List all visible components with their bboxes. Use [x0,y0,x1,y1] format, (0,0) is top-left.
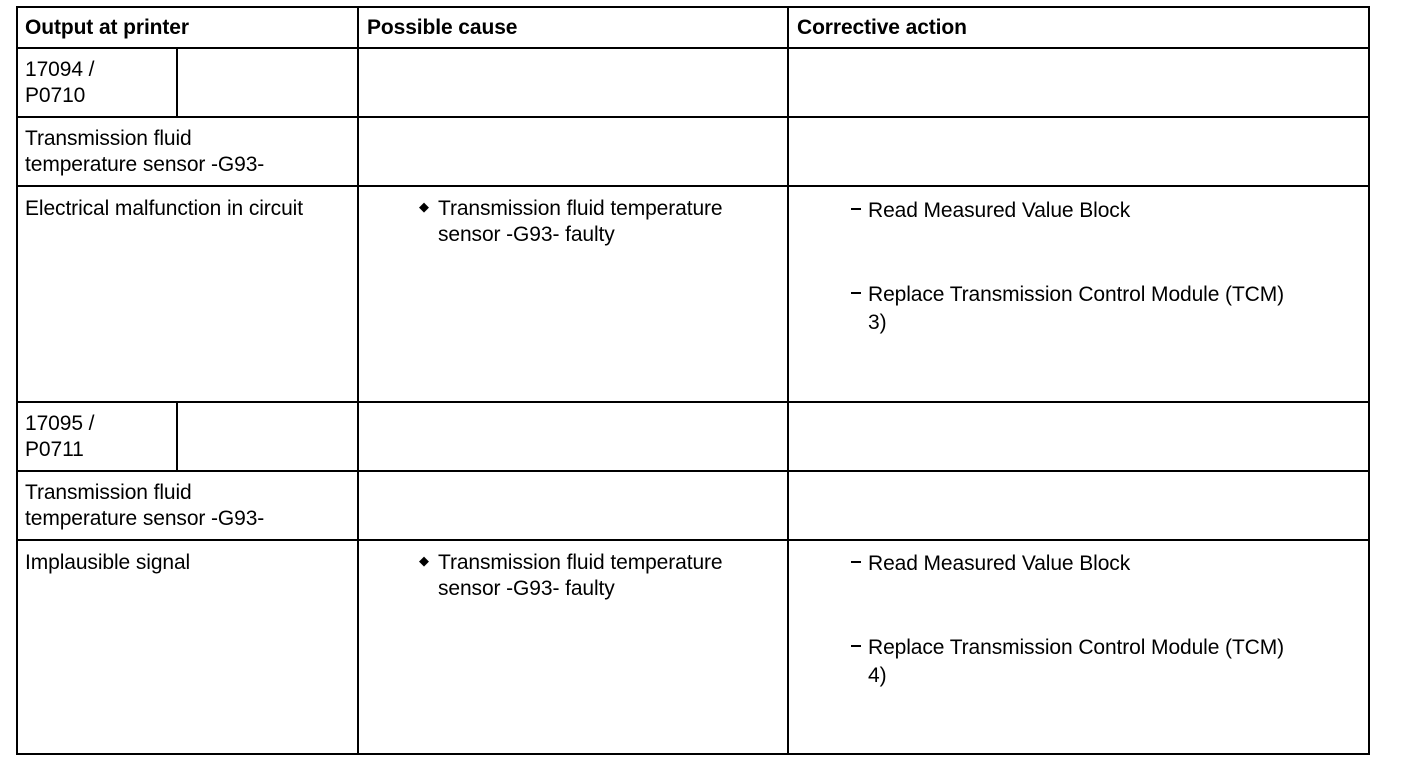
bullet-icon: ◆ [419,199,429,214]
dash-icon [851,645,861,647]
column-divider [787,6,789,755]
header-possible-cause: Possible cause [367,16,518,39]
column-divider [357,6,359,755]
fault-description: Implausible signal [25,551,191,574]
fault-code: 17094 / [25,58,95,81]
bullet-icon: ◆ [419,553,429,568]
corrective-action-replace-tcm: Replace Transmission Control Module (TCM) [868,636,1285,659]
fault-description: Electrical malfunction in circuit [25,197,303,220]
possible-cause-cont: sensor -G93- faulty [438,577,615,600]
possible-cause: Transmission fluid temperature [438,551,723,574]
header-output-at-printer: Output at printer [25,16,189,39]
header-corrective-action: Corrective action [797,16,967,39]
dash-icon [851,561,861,563]
row-divider [16,116,1370,118]
possible-cause-cont: sensor -G93- faulty [438,223,615,246]
dash-icon [851,292,861,294]
code-cell-divider [176,47,178,118]
row-divider [16,401,1370,403]
corrective-action-footnote: 4) [868,664,887,687]
component-name-cont: temperature sensor -G93- [25,153,265,176]
component-name: Transmission fluid [25,481,192,504]
component-name-cont: temperature sensor -G93- [25,507,265,530]
component-name: Transmission fluid [25,127,192,150]
row-divider [16,539,1370,541]
row-divider [16,470,1370,472]
corrective-action-replace-tcm: Replace Transmission Control Module (TCM) [868,283,1285,306]
code-cell-divider [176,401,178,472]
corrective-action-read-mvb: Read Measured Value Block [868,552,1131,575]
corrective-action-footnote: 3) [868,311,887,334]
possible-cause: Transmission fluid temperature [438,197,723,220]
fault-code: 17095 / [25,412,95,435]
row-divider [16,47,1370,49]
dash-icon [851,208,861,210]
fault-code-obd: P0711 [25,438,84,461]
row-divider [16,185,1370,187]
fault-code-obd: P0710 [25,84,86,107]
corrective-action-read-mvb: Read Measured Value Block [868,199,1131,222]
